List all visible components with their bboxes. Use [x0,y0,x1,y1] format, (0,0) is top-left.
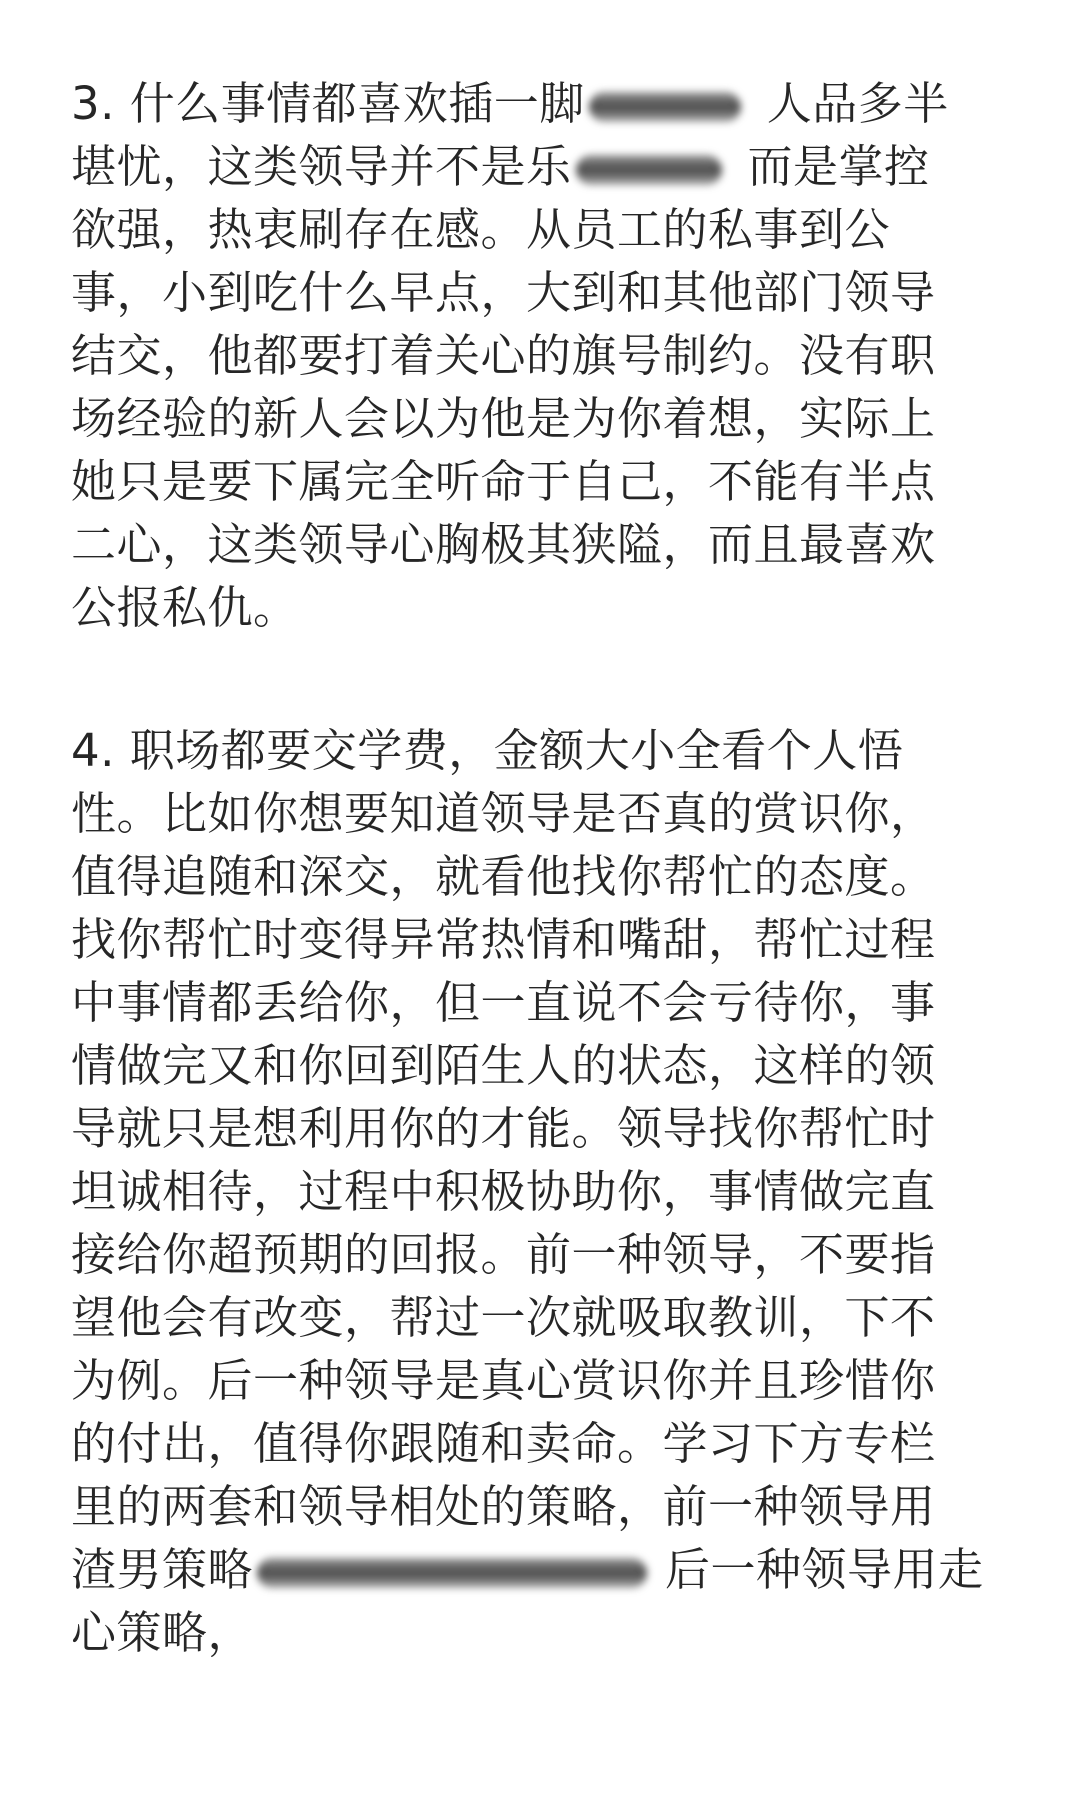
text-line [71,846,936,908]
text-line [71,388,936,450]
text-segment: 后一种领导用走 [665,1543,984,1596]
text-segment: 导就只是想利用你的才能。领导找你帮忙时 [71,1102,936,1155]
text-segment: 中事情都丢给你，但一直说不会亏待你，事 [71,976,936,1029]
text-line [71,1035,936,1097]
text-segment: 望他会有改变，帮过一次就吸取教训，下不 [71,1291,936,1344]
text-segment: 她只是要下属完全听命于自己，不能有半点 [71,455,936,508]
redacted-blur [257,1558,647,1588]
text-segment: 结交，他都要打着关心的旗号制约。没有职 [71,329,936,382]
text-segment: 找你帮忙时变得异常热情和嘴甜，帮忙过程 [71,913,936,966]
text-segment: 值得追随和深交，就看他找你帮忙的态度。 [71,850,936,903]
text-line [71,783,936,845]
text-line [71,1539,984,1601]
text-segment: 4. 职场都要交学费，金额大小全看个人悟 [71,724,904,777]
text-line [71,262,936,324]
text-segment: 欲强，热衷刷存在感。从员工的私事到公 [71,203,891,256]
text-line [71,1161,936,1223]
text-segment: 而是掌控 [747,140,930,193]
text-line [71,577,299,639]
text-segment: 事，小到吃什么早点，大到和其他部门领导 [71,266,936,319]
text-line [71,972,936,1034]
text-line [71,514,936,576]
text-line [71,136,930,198]
text-segment: 二心，这类领导心胸极其狭隘，而且最喜欢 [71,518,936,571]
text-line [71,720,903,782]
text-line [71,1098,936,1160]
text-line [71,199,890,261]
text-segment: 堪忧，这类领导并不是乐 [71,140,572,193]
text-segment: 渣男策略 [71,1543,254,1596]
text-line [71,1350,936,1412]
text-line [71,1224,936,1286]
text-segment: 心策略， [71,1606,254,1659]
text-line [71,1476,936,1538]
text-segment: 公报私仇。 [71,581,299,634]
text-line [71,325,936,387]
text-line [71,1602,253,1664]
redacted-blur [589,92,741,122]
text-segment: 里的两套和领导相处的策略，前一种领导用 [71,1480,936,1533]
text-line [71,451,936,513]
text-segment: 情做完又和你回到陌生人的状态，这样的领 [71,1039,936,1092]
text-segment: 场经验的新人会以为他是为你着想，实际上 [71,392,936,445]
text-line [71,1287,936,1349]
text-segment: 的付出，值得你跟随和卖命。学习下方专栏 [71,1417,936,1470]
text-line [71,73,949,135]
text-line [71,1413,936,1475]
redacted-blur [576,155,722,185]
text-segment: 接给你超预期的回报。前一种领导，不要指 [71,1228,936,1281]
text-line [71,909,936,971]
text-segment: 为例。后一种领导是真心赏识你并且珍惜你 [71,1354,936,1407]
text-segment: 性。比如你想要知道领导是否真的赏识你， [71,787,936,840]
text-segment: 人品多半 [766,77,949,130]
text-segment: 坦诚相待，过程中积极协助你，事情做完直 [71,1165,936,1218]
text-segment: 3. 什么事情都喜欢插一脚 [71,77,585,130]
